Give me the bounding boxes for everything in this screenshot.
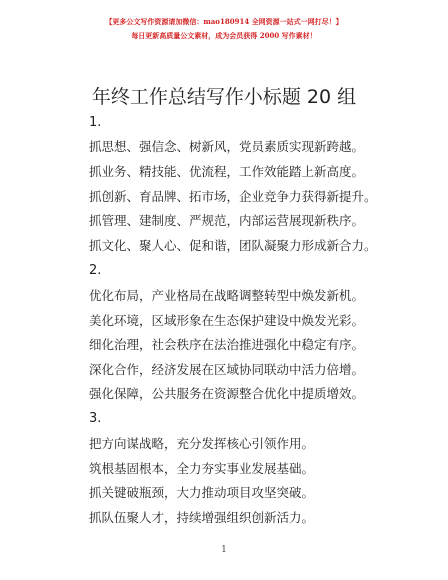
section-number-1: 1. — [89, 115, 102, 130]
list-item: 抓文化、聚人心、促和谐，团队凝聚力形成新合力。 — [89, 238, 377, 253]
promo-banner-line-1: 【更多公文写作资源请加微信：mao180914 全网资源一站式一网打尽！】 — [105, 17, 343, 26]
list-item: 把方向谋战略，充分发挥核心引领作用。 — [89, 436, 315, 451]
list-item: 抓管理、建制度、严规范，内部运营展现新秩序。 — [89, 213, 365, 228]
list-item: 抓队伍聚人才，持续增强组织创新活力。 — [89, 510, 315, 525]
list-item: 抓思想、强信念、树新风，党员素质实现新跨越。 — [89, 139, 365, 154]
list-item: 筑根基固根本，全力夯实事业发展基础。 — [89, 461, 315, 476]
list-item: 抓业务、精技能、优流程，工作效能踏上新高度。 — [89, 164, 365, 179]
document-title: 年终工作总结写作小标题 20 组 — [91, 86, 357, 108]
list-item: 优化布局，产业格局在战略调整转型中焕发新机。 — [89, 288, 365, 303]
list-item: 强化保障，公共服务在资源整合优化中提质增效。 — [89, 386, 365, 401]
section-number-3: 3. — [89, 411, 102, 426]
list-item: 抓关键破瓶颈，大力推动项目攻坚突破。 — [89, 485, 315, 500]
page-number: 1 — [221, 545, 227, 555]
list-item: 深化合作，经济发展在区域协同联动中活力倍增。 — [89, 362, 365, 377]
section-number-2: 2. — [89, 263, 102, 278]
list-item: 抓创新、育品牌、拓市场，企业竞争力获得新提升。 — [89, 189, 377, 204]
list-item: 美化环境，区域形象在生态保护建设中焕发光彩。 — [89, 313, 365, 328]
promo-banner-line-2: 每日更新高质量公文素材，成为会员获得 2000 写作素材！ — [131, 31, 317, 40]
list-item: 细化治理，社会秩序在法治推进强化中稳定有序。 — [89, 337, 365, 352]
